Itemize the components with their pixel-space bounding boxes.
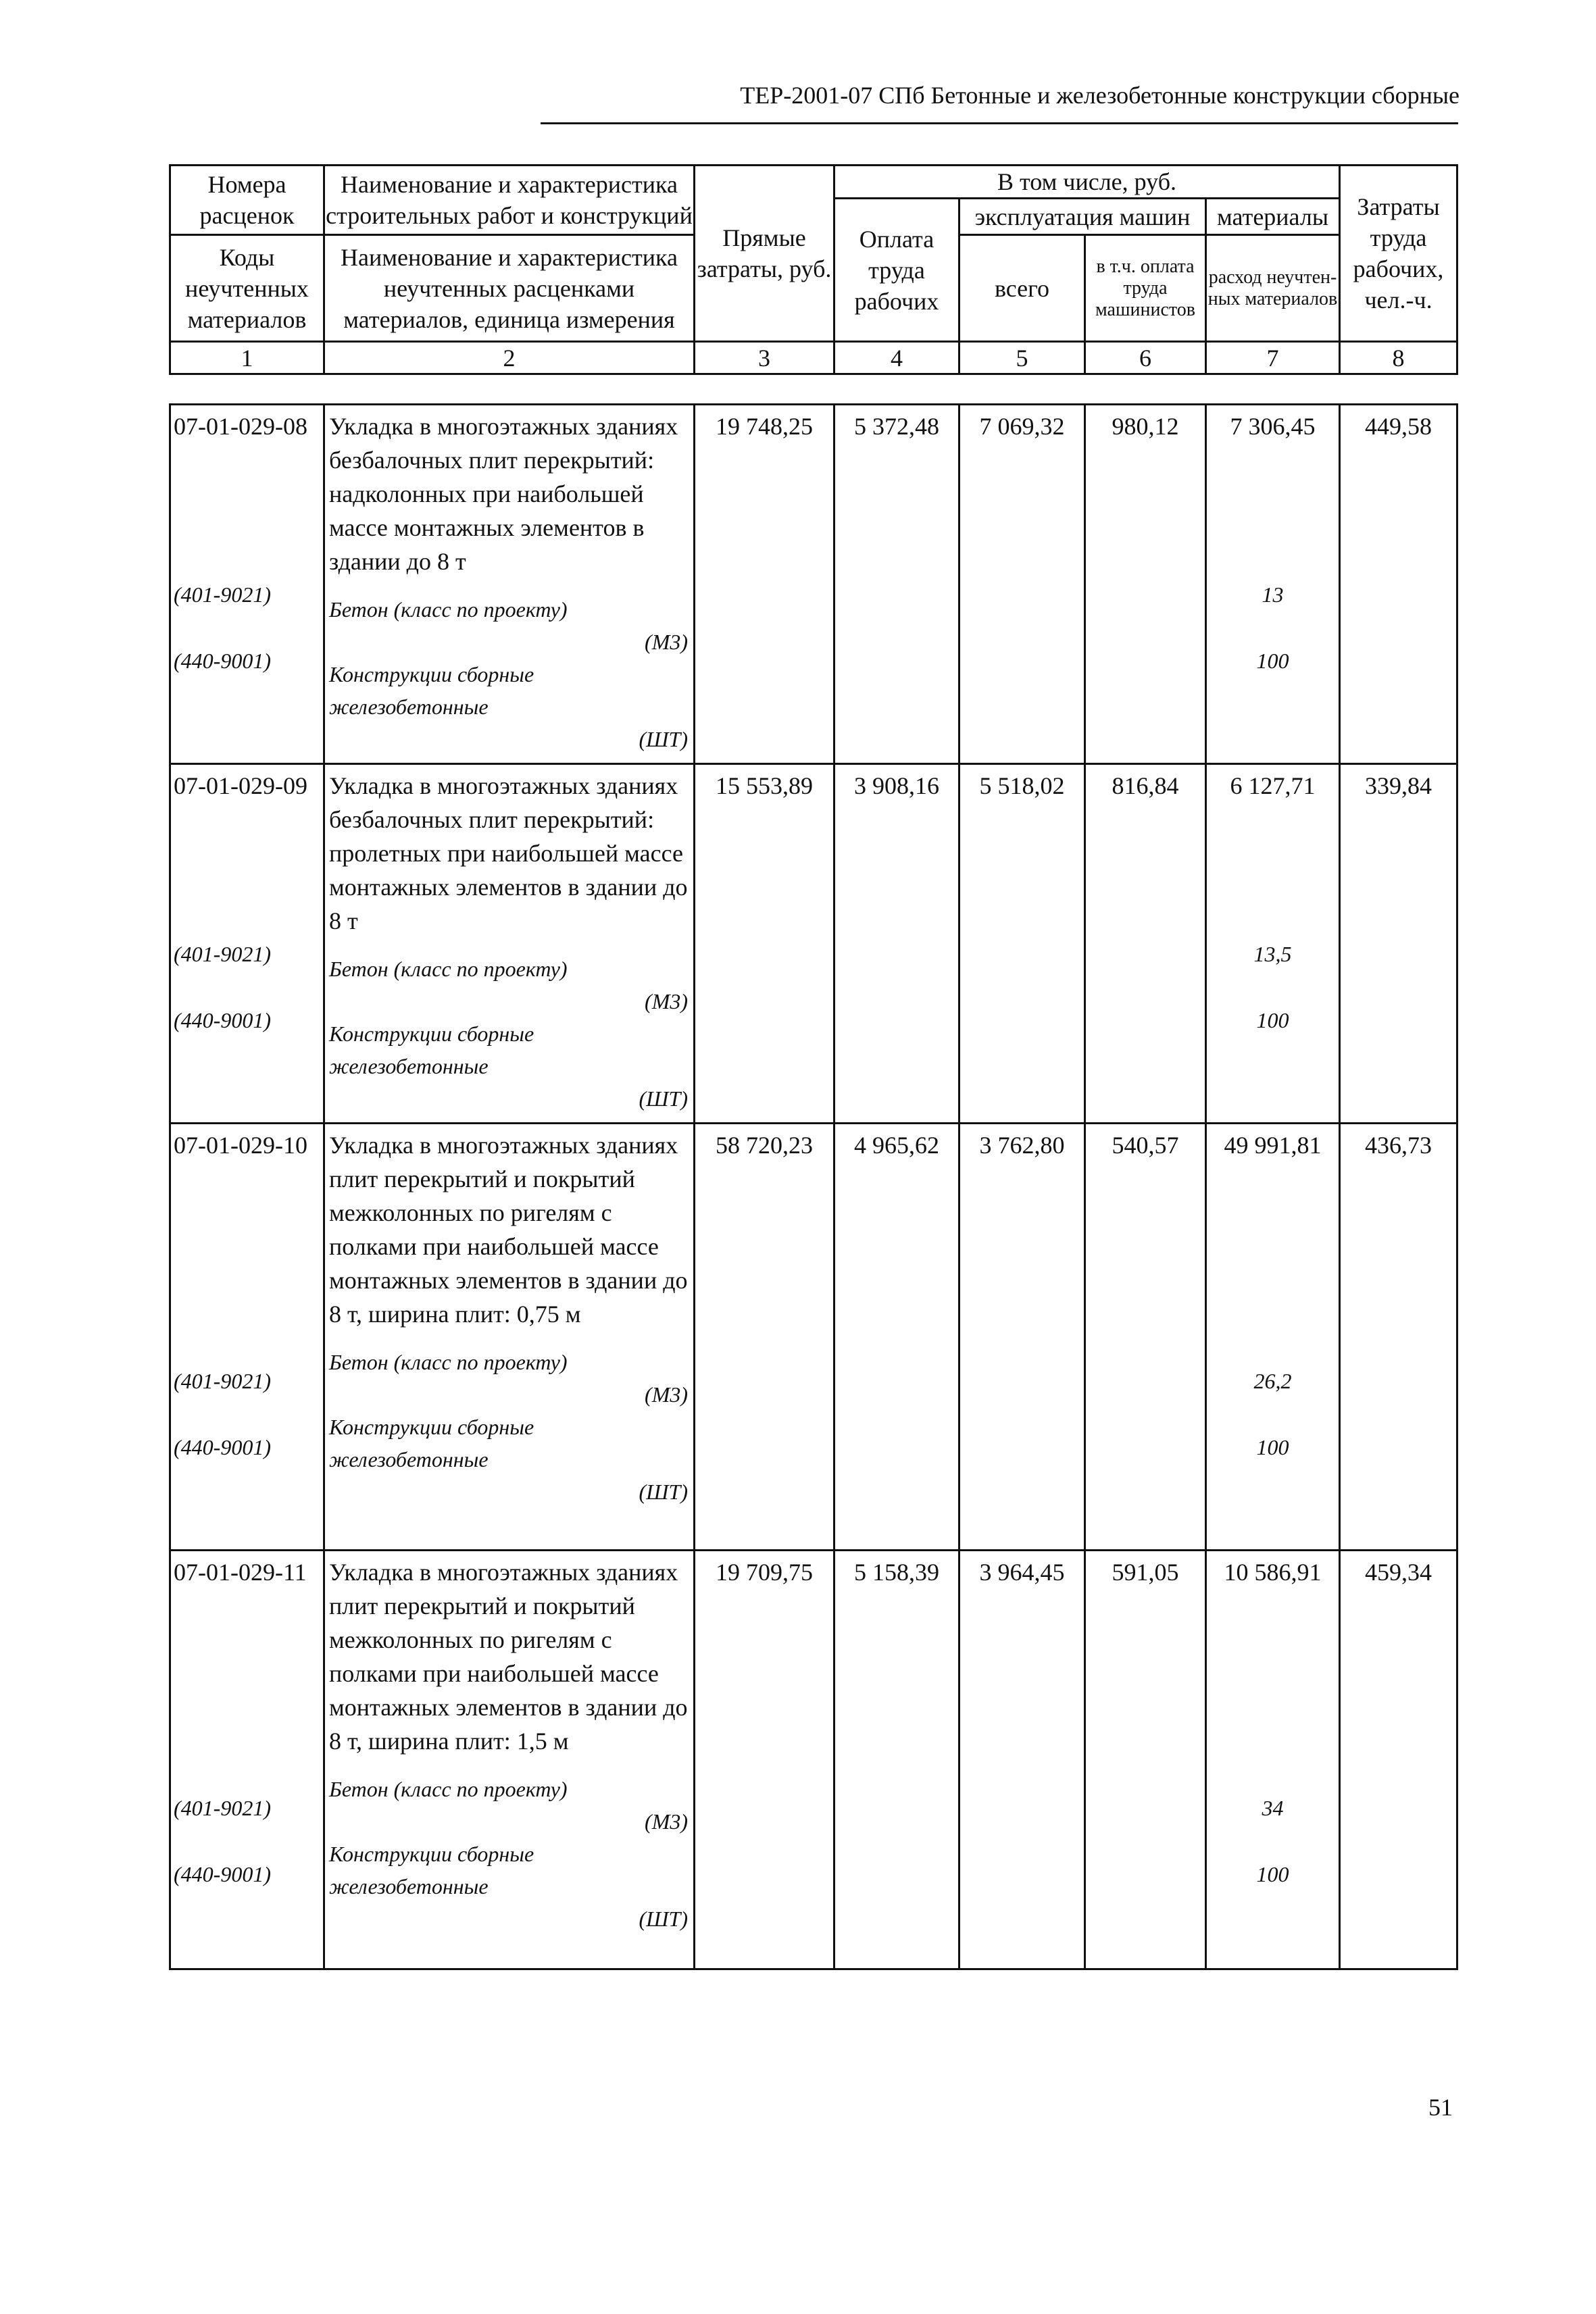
material-name: Конструкции сборные железобетонные (329, 1415, 534, 1472)
header-rule (541, 122, 1458, 124)
table-row (170, 1124, 1457, 1551)
labor-cost: 5 372,48 (834, 405, 959, 764)
material-name: Конструкции сборные железобетонные (329, 1842, 534, 1898)
rate-code-cell (170, 1124, 324, 1551)
header-num: 5 (959, 342, 1085, 374)
material-unit: (М3) (645, 1382, 688, 1407)
material-name: Бетон (класс по проекту) (329, 597, 568, 622)
header-machines: эксплуатация машин (959, 199, 1206, 235)
page-title: ТЕР-2001-07 СПб Бетонные и железобетонные конструкции сборные (740, 82, 1460, 109)
header-col4: Оплата труда рабочих (834, 199, 959, 342)
work-name-cell (324, 405, 695, 764)
material-qty: 13,5 (1253, 942, 1292, 966)
material-unit: (М3) (645, 630, 688, 654)
header-num: 4 (834, 342, 959, 374)
work-name: Укладка в многоэтажных зданиях плит перекрытий и покрытий межколонных по ригелям с полками при наибольшей массе монтажных элементов в здании до 8 т, ширина плит: 1,5 м (329, 1559, 688, 1755)
header-col8: Затраты труда рабочих, чел.-ч. (1340, 166, 1457, 342)
material-unit: (ШТ) (639, 1086, 688, 1111)
labor-hours: 449,58 (1340, 405, 1457, 764)
header-col3: Прямые затраты, руб. (695, 166, 834, 342)
header-col5: всего (959, 235, 1085, 342)
table-row (170, 764, 1457, 1124)
header-num: 1 (170, 342, 324, 374)
header-num: 7 (1206, 342, 1340, 374)
material-qty: 100 (1256, 1862, 1289, 1886)
material-qty: 26,2 (1253, 1369, 1292, 1393)
work-name: Укладка в многоэтажных зданиях безбалочных плит перекрытий: надколонных при наибольшей массе монтажных элементов в здании до 8 т (329, 413, 678, 575)
machines-total: 3 762,80 (959, 1124, 1085, 1551)
materials-cost: 7 306,45 (1230, 413, 1316, 440)
rate-code-cell (170, 405, 324, 764)
rate-code: 07-01-029-11 (174, 1559, 307, 1586)
material-code: (440-9001) (174, 649, 271, 673)
materials-cost: 49 991,81 (1224, 1132, 1322, 1159)
header-col2-bottom: Наименование и характеристика неучтенных расценками материалов, единица измерения (324, 235, 695, 342)
material-name: Конструкции сборные железобетонные (329, 1022, 534, 1078)
machines-total: 3 964,45 (959, 1551, 1085, 1969)
rate-code-cell (170, 1551, 324, 1969)
material-name: Бетон (класс по проекту) (329, 957, 568, 981)
machinists-cost: 540,57 (1085, 1124, 1206, 1551)
rate-code: 07-01-029-10 (174, 1132, 307, 1159)
materials-cell (1206, 764, 1340, 1124)
material-name: Конструкции сборные железобетонные (329, 662, 534, 719)
header-materials: материалы (1206, 199, 1340, 235)
labor-hours: 339,84 (1340, 764, 1457, 1124)
material-unit: (М3) (645, 989, 688, 1013)
machines-total: 7 069,32 (959, 405, 1085, 764)
work-name-cell (324, 1124, 695, 1551)
machines-total: 5 518,02 (959, 764, 1085, 1124)
material-qty: 13 (1262, 582, 1284, 607)
direct-cost: 19 709,75 (695, 1551, 834, 1969)
work-name: Укладка в многоэтажных зданиях плит перекрытий и покрытий межколонных по ригелям с полками при наибольшей массе монтажных элементов в здании до 8 т, ширина плит: 0,75 м (329, 1132, 688, 1328)
machinists-cost: 591,05 (1085, 1551, 1206, 1969)
rate-code-cell (170, 764, 324, 1124)
work-name: Укладка в многоэтажных зданиях безбалочных плит перекрытий: пролетных при наибольшей массе монтажных элементов в здании до 8 т (329, 772, 688, 934)
rate-code: 07-01-029-08 (174, 413, 307, 440)
material-qty: 100 (1256, 649, 1289, 673)
direct-cost: 19 748,25 (695, 405, 834, 764)
materials-cell (1206, 1124, 1340, 1551)
labor-cost: 4 965,62 (834, 1124, 959, 1551)
materials-cost: 6 127,71 (1230, 772, 1316, 799)
table-row (170, 405, 1457, 764)
header-num: 2 (324, 342, 695, 374)
table-header (169, 164, 1458, 375)
material-name: Бетон (класс по проекту) (329, 1350, 568, 1374)
table-row (170, 1551, 1457, 1969)
header-num: 8 (1340, 342, 1457, 374)
header-col1-bottom: Коды неучтенных материалов (170, 235, 324, 342)
labor-cost: 5 158,39 (834, 1551, 959, 1969)
rate-code: 07-01-029-09 (174, 772, 307, 799)
labor-cost: 3 908,16 (834, 764, 959, 1124)
material-unit: (ШТ) (639, 1480, 688, 1504)
header-col6: в т.ч. оплата труда машинистов (1085, 235, 1206, 342)
direct-cost: 15 553,89 (695, 764, 834, 1124)
header-num: 6 (1085, 342, 1206, 374)
material-unit: (М3) (645, 1809, 688, 1834)
header-num: 3 (695, 342, 834, 374)
materials-cost: 10 586,91 (1224, 1559, 1322, 1586)
material-code: (440-9001) (174, 1435, 271, 1459)
header-col2-top: Наименование и характеристика строительных работ и конструкций (324, 166, 695, 235)
work-name-cell (324, 764, 695, 1124)
header-incl: В том числе, руб. (834, 166, 1340, 199)
material-qty: 100 (1256, 1008, 1289, 1032)
material-code: (401-9021) (174, 1796, 271, 1820)
material-unit: (ШТ) (639, 1907, 688, 1931)
material-qty: 34 (1262, 1796, 1284, 1820)
material-code: (440-9001) (174, 1862, 271, 1886)
header-col1-top: Номера расценок (170, 166, 324, 235)
machinists-cost: 816,84 (1085, 764, 1206, 1124)
material-code: (401-9021) (174, 1369, 271, 1393)
table-body (169, 403, 1458, 1970)
material-qty: 100 (1256, 1435, 1289, 1459)
direct-cost: 58 720,23 (695, 1124, 834, 1551)
work-name-cell (324, 1551, 695, 1969)
machinists-cost: 980,12 (1085, 405, 1206, 764)
material-name: Бетон (класс по проекту) (329, 1777, 568, 1801)
labor-hours: 436,73 (1340, 1124, 1457, 1551)
material-unit: (ШТ) (639, 727, 688, 751)
material-code: (401-9021) (174, 942, 271, 966)
labor-hours: 459,34 (1340, 1551, 1457, 1969)
material-code: (440-9001) (174, 1008, 271, 1032)
page-number: 51 (1428, 2094, 1453, 2121)
materials-cell (1206, 405, 1340, 764)
material-code: (401-9021) (174, 582, 271, 607)
materials-cell (1206, 1551, 1340, 1969)
header-col7: расход неучтен-ных материалов (1206, 235, 1340, 342)
